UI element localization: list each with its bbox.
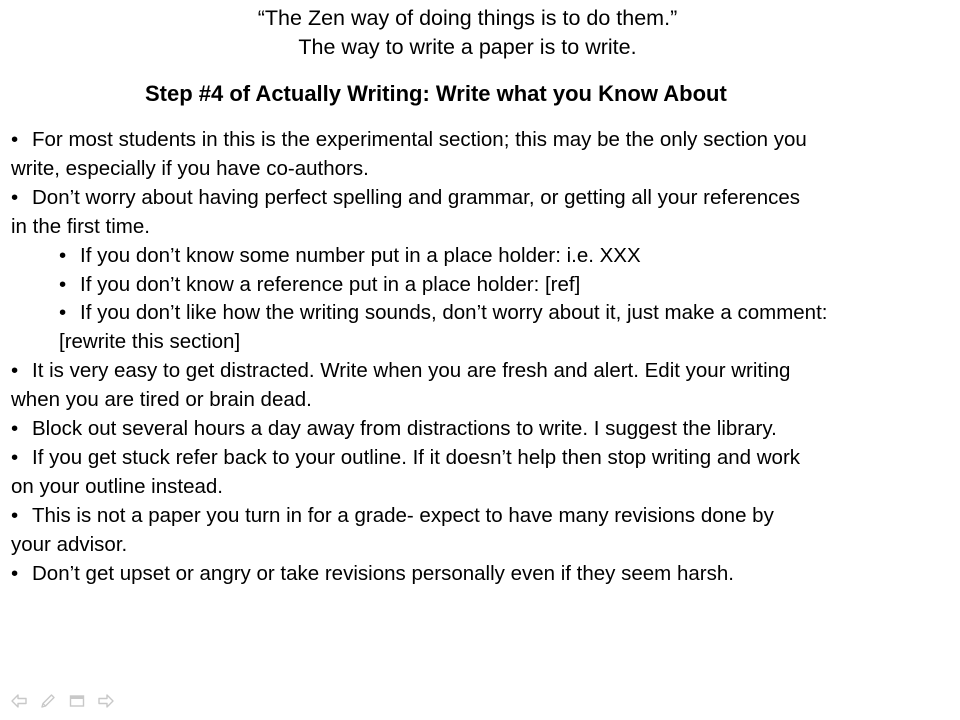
bullet-text: when you are tired or brain dead. <box>11 388 312 412</box>
slideshow-nav <box>10 691 115 711</box>
bullet-item <box>11 299 951 328</box>
bullet-item <box>11 502 951 531</box>
slide-menu-button[interactable] <box>68 692 86 710</box>
bullet-marker: • <box>11 359 19 383</box>
bullet-marker: • <box>59 272 67 296</box>
next-slide-button[interactable] <box>97 692 115 710</box>
bullet-continuation <box>11 155 951 184</box>
bullet-item <box>11 126 951 155</box>
bullet-marker: • <box>11 185 19 209</box>
bullet-text: This is not a paper you turn in for a grade- expect to have many revisions done by <box>32 503 774 527</box>
bullet-item <box>11 184 951 213</box>
bullet-text: your advisor. <box>11 532 128 556</box>
bullet-continuation <box>11 531 951 560</box>
bullet-continuation <box>11 386 951 415</box>
bullet-marker: • <box>59 301 67 325</box>
bullet-text: [rewrite this section] <box>59 330 241 354</box>
previous-arrow-icon <box>11 694 27 708</box>
bullet-item <box>11 242 951 271</box>
bullet-marker: • <box>11 417 19 441</box>
bullet-text: in the first time. <box>11 214 150 238</box>
bullet-item <box>11 560 951 589</box>
bullet-marker: • <box>11 445 19 469</box>
bullet-marker: • <box>11 128 19 151</box>
bullet-text: Block out several hours a day away from distractions to write. I suggest the library. <box>32 417 777 441</box>
bullet-item <box>11 357 951 386</box>
bullet-item <box>11 444 951 473</box>
bullet-list <box>11 126 951 589</box>
bullet-text: If you don’t like how the writing sounds, don’t worry about it, just make a comment: <box>80 301 828 325</box>
bullet-text: It is very easy to get distracted. Write when you are fresh and alert. Edit your writing <box>32 359 791 383</box>
bullet-text: write, especially if you have co-authors. <box>11 156 369 180</box>
previous-slide-button[interactable] <box>10 692 28 710</box>
bullet-item <box>11 415 951 444</box>
quote <box>0 4 935 62</box>
pen-icon <box>40 693 56 709</box>
bullet-text: For most students in this is the experimental section; this may be the only section you <box>32 128 807 151</box>
bullet-text: If you don’t know some number put in a place holder: i.e. XXX <box>80 243 641 267</box>
bullet-marker: • <box>59 243 67 267</box>
bullet-text: Don’t get upset or angry or take revisions personally even if they seem harsh. <box>32 561 734 585</box>
slide-title: Step #4 of Actually Writing: Write what you Know About <box>145 81 727 106</box>
next-arrow-icon <box>98 694 114 708</box>
bullet-marker: • <box>11 561 19 585</box>
quote-line-1: “The Zen way of doing things is to do them.” <box>257 6 678 30</box>
bullet-text: If you get stuck refer back to your outline. If it doesn’t help then stop writing and work <box>32 445 801 469</box>
slide-menu-icon <box>69 694 85 708</box>
bullet-continuation <box>11 213 951 242</box>
bullet-text: If you don’t know a reference put in a place holder: [ref] <box>80 272 581 296</box>
pen-tool-button[interactable] <box>39 692 57 710</box>
bullet-text: Don’t worry about having perfect spelling and grammar, or getting all your references <box>32 185 801 209</box>
quote-line-2: The way to write a paper is to write. <box>298 35 637 59</box>
bullet-text: on your outline instead. <box>11 474 223 498</box>
bullet-marker: • <box>11 503 19 527</box>
bullet-item <box>11 271 951 300</box>
bullet-continuation <box>11 328 951 357</box>
bullet-continuation <box>11 473 951 502</box>
